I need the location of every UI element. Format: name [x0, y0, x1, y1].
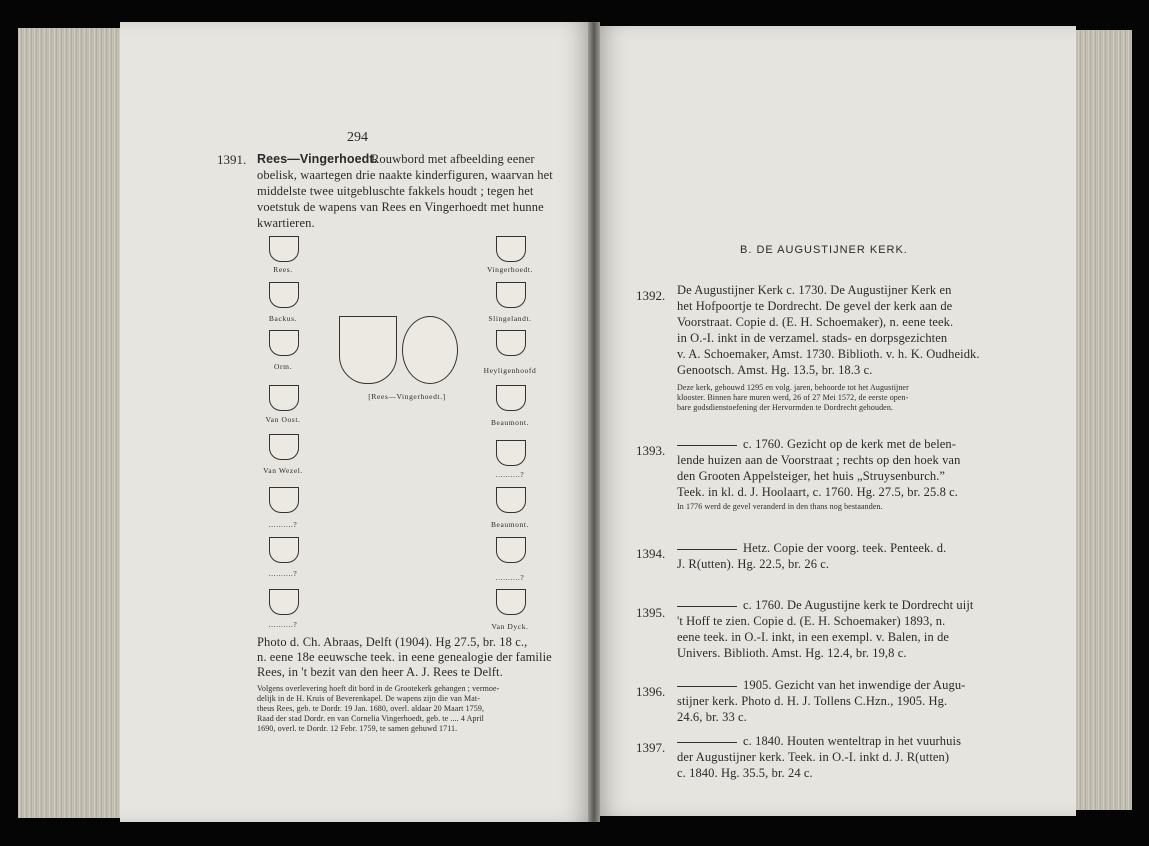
- entry-line: middelste twee uitgebluschte fakkels houdt ; tegen het: [257, 184, 534, 198]
- ditto-dash: [677, 549, 737, 550]
- page-number: 294: [347, 130, 368, 145]
- shield-icon: [496, 487, 526, 513]
- shield-icon: [269, 589, 299, 615]
- footnote-line: In 1776 werd de gevel veranderd in den thans nog bestaanden.: [677, 502, 883, 511]
- entry-line: der Augustijner kerk. Teek. in O.-I. inkt d. J. R(utten): [677, 750, 950, 764]
- entry-line: [677, 541, 982, 557]
- ditto-dash: [677, 686, 737, 687]
- coat-of-arms-shield-icon: [339, 316, 397, 384]
- footnote-line: Volgens overlevering hoeft dit bord in de Grootekerk gehangen ; vermoe-: [257, 684, 500, 693]
- shield-icon: [269, 434, 299, 460]
- shield-label: Van Oost.: [265, 415, 301, 424]
- shield-icon: [496, 537, 526, 563]
- coat-of-arms-oval-icon: [402, 316, 458, 384]
- entry-line: 't Hoff te zien. Copie d. (E. H. Schoemaker) 1893, n.: [677, 614, 946, 628]
- entry-line: Voorstraat. Copie d. (E. H. Schoemaker), n. eene teek.: [677, 315, 954, 329]
- entry-line: 24.6, br. 33 c.: [677, 710, 747, 724]
- photo-line: Photo d. Ch. Abraas, Delft (1904). Hg 27.5, br. 18 c.,: [257, 635, 528, 649]
- entry-line: den Grooten Appelsteiger, het huis „Struysenburch.”: [677, 469, 946, 483]
- shield-icon: [496, 440, 526, 466]
- shield-label: Backus.: [268, 314, 298, 323]
- shield-label: ..........?: [268, 520, 298, 529]
- book-edge-right: [1072, 30, 1132, 810]
- entry-line: De Augustijner Kerk c. 1730. De Augustijner Kerk en: [677, 283, 952, 297]
- entry-text: c. 1760. De Augustijne kerk te Dordrecht uijt: [743, 598, 974, 612]
- entry-line: obelisk, waartegen drie naakte kinderfiguren, waarvan het: [257, 168, 553, 182]
- entry-line: het Hofpoortje te Dordrecht. De gevel der kerk aan de: [677, 299, 953, 313]
- footnote-line: Deze kerk, gebouwd 1295 en volg. jaren, behoorde tot het Augustijner: [677, 383, 909, 392]
- entry-text: c. 1760. Gezicht op de kerk met de belen-: [743, 437, 957, 451]
- shield-icon: [269, 385, 299, 411]
- shield-icon: [496, 330, 526, 356]
- entry-line: eene teek. in O.-I. inkt, in een exempl. v. Balen, in de: [677, 630, 950, 644]
- entry-line: kwartieren.: [257, 216, 315, 230]
- entry-line: [677, 437, 982, 453]
- shield-label: Van Dyck.: [491, 622, 529, 631]
- shield-label: Beaumont.: [490, 520, 530, 529]
- entry-line: [677, 678, 982, 694]
- shield-icon: [269, 330, 299, 356]
- entry-line: Teek. in kl. d. J. Hoolaart, c. 1760. Hg. 27.5, br. 25.8 c.: [677, 485, 959, 499]
- footnote-line: delijk in de H. Kruis of Beverenkapel. De wapens zijn die van Mat-: [257, 694, 480, 703]
- entry-line: v. A. Schoemaker, Amst. 1730. Biblioth. v. h. K. Oudheidk.: [677, 347, 980, 361]
- footnote-line: 1690, overl. te Dordr. 12 Febr. 1759, te samen gehuwd 1711.: [257, 724, 458, 733]
- entry-line: Genootsch. Amst. Hg. 13.5, br. 18.3 c.: [677, 363, 873, 377]
- entry-text: Hetz. Copie der voorg. teek. Penteek. d.: [743, 541, 947, 555]
- entry-number-1397: 1397.: [636, 740, 666, 755]
- arms-caption: [Rees—Vingerhoedt.]: [368, 392, 446, 401]
- shield-label: Rees.: [273, 265, 293, 274]
- entry-line: Rouwbord met afbeelding eener: [371, 152, 535, 166]
- shield-icon: [269, 487, 299, 513]
- entry-number-1394: 1394.: [636, 546, 666, 561]
- entry-line: J. R(utten). Hg. 22.5, br. 26 c.: [677, 557, 830, 571]
- book-gutter: [588, 22, 600, 822]
- section-title: B. DE AUGUSTIJNER KERK.: [740, 244, 908, 256]
- shield-icon: [496, 589, 526, 615]
- footnote-line: klooster. Binnen hare muren werd, 26 of 27 Mei 1572, de eerste open-: [677, 393, 909, 402]
- entry-text: 1905. Gezicht van het inwendige der Augu-: [743, 678, 966, 692]
- shield-label: ..........?: [268, 620, 298, 629]
- footnote-line: theus Rees, geb. te Dordr. 19 Jan. 1680, overl. aldaar 20 Maart 1759,: [257, 704, 485, 713]
- entry-number-1392: 1392.: [636, 288, 666, 303]
- shield-label: Beaumont.: [490, 418, 530, 427]
- entry-number-1396: 1396.: [636, 684, 666, 699]
- entry-line: c. 1840. Hg. 35.5, br. 24 c.: [677, 766, 813, 780]
- shield-icon: [269, 537, 299, 563]
- entry-number-1391: 1391.: [217, 152, 247, 167]
- photo-line: n. eene 18e eeuwsche teek. in eene genealogie der familie: [257, 650, 552, 664]
- ditto-dash: [677, 742, 737, 743]
- shield-icon: [496, 282, 526, 308]
- entry-line: lende huizen aan de Voorstraat ; rechts op den hoek van: [677, 453, 961, 467]
- footnote-line: Raad der stad Dordr. en van Cornelia Vingerhoedt, geb. te .... 4 April: [257, 714, 484, 723]
- shield-label: Vingerhoedt.: [486, 265, 534, 274]
- entry-heading-1391: Rees—Vingerhoedt.: [257, 152, 378, 166]
- shield-icon: [496, 236, 526, 262]
- shield-icon: [496, 385, 526, 411]
- entry-line: [677, 598, 982, 614]
- shield-label: ..........?: [495, 573, 525, 582]
- entry-line: in O.-I. inkt in de verzamel. stads- en dorpsgezichten: [677, 331, 948, 345]
- entry-line: [677, 734, 982, 750]
- footnote-line: bare godsdienstoefening der Hervormden te Dordrecht gehouden.: [677, 403, 894, 412]
- photo-line: Rees, in 't bezit van den heer A. J. Rees te Delft.: [257, 665, 503, 679]
- entry-number-1395: 1395.: [636, 605, 666, 620]
- entry-number-1393: 1393.: [636, 443, 666, 458]
- ditto-dash: [677, 606, 737, 607]
- shield-label: ..........?: [268, 569, 298, 578]
- shield-label: Orm.: [273, 362, 293, 371]
- shield-label: Heyligenhoofd: [483, 366, 537, 375]
- entry-text: c. 1840. Houten wenteltrap in het vuurhuis: [743, 734, 962, 748]
- shield-icon: [269, 236, 299, 262]
- ditto-dash: [677, 445, 737, 446]
- shield-label: Van Wezel.: [263, 466, 303, 475]
- entry-line: voetstuk de wapens van Rees en Vingerhoedt met hunne: [257, 200, 544, 214]
- shield-label: Slingelandt.: [488, 314, 532, 323]
- book-edge-left: [18, 28, 123, 818]
- entry-line: stijner kerk. Photo d. H. J. Tollens C.Hzn., 1905. Hg.: [677, 694, 948, 708]
- entry-line: Univers. Biblioth. Amst. Hg. 12.4, br. 19,8 c.: [677, 646, 907, 660]
- shield-label: ..........?: [495, 470, 525, 479]
- shield-icon: [269, 282, 299, 308]
